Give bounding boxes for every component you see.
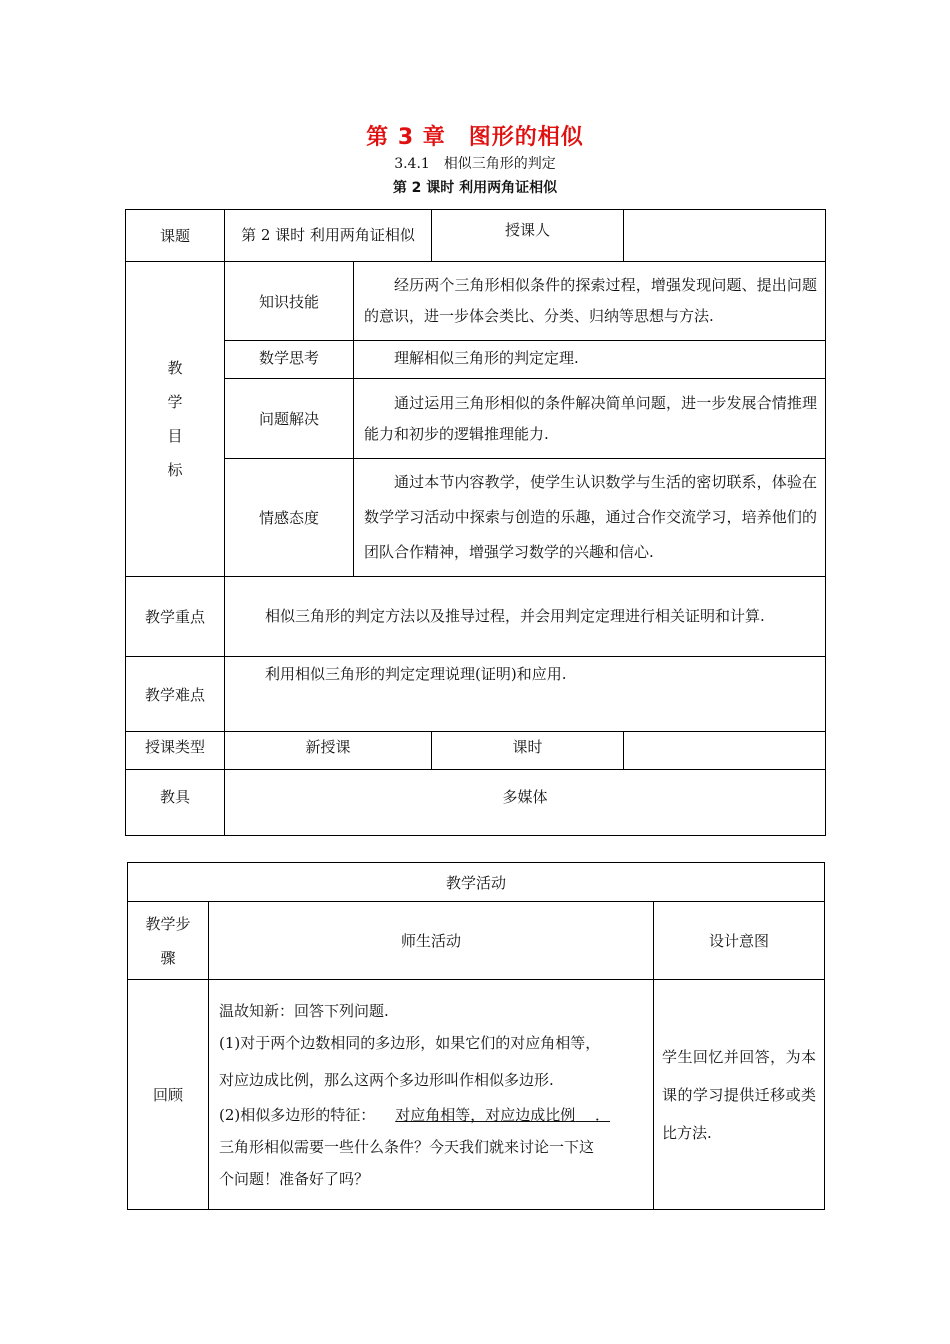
difficulty-label: 教学难点 xyxy=(126,657,225,732)
topic-label: 课题 xyxy=(126,210,225,262)
goal-label-problem: 问题解决 xyxy=(225,379,354,459)
goals-label: 教 学 目 标 xyxy=(126,262,225,577)
key-text: 相似三角形的判定方法以及推导过程，并会用判定定理进行相关证明和计算. xyxy=(225,577,826,657)
intent-review: 学生回忆并回答，为本课的学习提供迁移或类比方法. xyxy=(654,980,825,1210)
key-label: 教学重点 xyxy=(126,577,225,657)
teacher-label: 授课人 xyxy=(432,210,624,262)
hours-value xyxy=(624,732,826,770)
topic-value: 第 2 课时 利用两角证相似 xyxy=(225,210,432,262)
answer-blank: 对应角相等，对应边成比例 xyxy=(395,1105,576,1124)
activity-review-text: 温故知新：回答下列问题. (1)对于两个边数相同的多边形，如果它们的对应角相等， 对应边成比例，那么这两个多边形叫作相似多边形. (2)相似多边形的特征： 对应角相等，对应边成比例 ． 三角形相似需要一些什么条件？今天我们就来讨论一下这 个问题！准备好了吗？ xyxy=(209,980,654,1210)
goal-text-knowledge: 经历两个三角形相似条件的探索过程，增强发现问题、提出问题的意识，进一步体会类比、分类、归纳等思想与方法. xyxy=(354,262,826,341)
lesson-plan-table xyxy=(125,209,826,836)
type-value: 新授课 xyxy=(225,732,432,770)
goal-text-problem: 通过运用三角形相似的条件解决简单问题，进一步发展合情推理能力和初步的逻辑推理能力. xyxy=(354,379,826,459)
type-label: 授课类型 xyxy=(126,732,225,770)
section-title: 3.4.1 相似三角形的判定 xyxy=(394,156,556,172)
tools-value: 多媒体 xyxy=(225,770,826,836)
column-activity: 师生活动 xyxy=(209,902,654,980)
goal-label-thinking: 数学思考 xyxy=(225,341,354,379)
goal-text-attitude: 通过本节内容教学，使学生认识数学与生活的密切联系，体验在数学学习活动中探索与创造的乐趣，通过合作交流学习，培养他们的团队合作精神，增强学习数学的兴趣和信心. xyxy=(354,459,826,577)
column-intent: 设计意图 xyxy=(654,902,825,980)
column-step: 教学步骤 xyxy=(128,902,209,980)
teacher-value xyxy=(624,210,826,262)
step-review: 回顾 xyxy=(128,980,209,1210)
activity-title: 教学活动 xyxy=(128,863,825,902)
activity-table xyxy=(127,862,825,1210)
tools-label: 教具 xyxy=(126,770,225,836)
difficulty-text: 利用相似三角形的判定定理说理(证明)和应用. xyxy=(225,657,826,732)
goal-label-attitude: 情感态度 xyxy=(225,459,354,577)
lesson-title: 第 2 课时 利用两角证相似 xyxy=(392,180,558,196)
goal-text-thinking: 理解相似三角形的判定定理. xyxy=(354,341,826,379)
hours-label: 课时 xyxy=(432,732,624,770)
chapter-title: 第 3 章 图形的相似 xyxy=(366,125,584,150)
goal-label-knowledge: 知识技能 xyxy=(225,262,354,341)
